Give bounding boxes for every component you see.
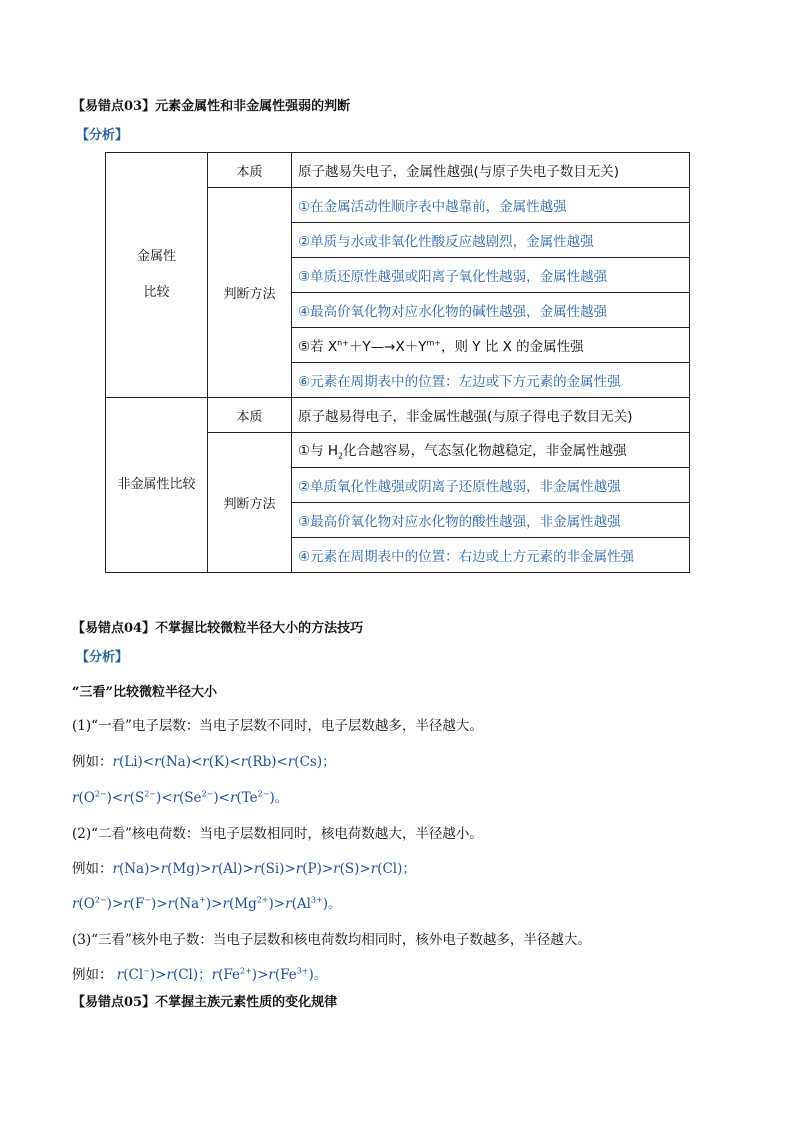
section-03-title: 【易错点03】元素金属性和非金属性强弱的判断 — [72, 99, 351, 114]
analysis-label-03: 【分析】 — [76, 128, 129, 143]
example-1b: $r(O^{2-})<r(S^{2-})<r(Se^{2-})<r(Te^{2-})$。 — [72, 789, 289, 806]
metal-row-label: 金属性 比较 — [106, 153, 208, 398]
nonmetal-essence-label: 本质 — [208, 398, 292, 433]
nonmetal-method-3: ③最高价氧化物对应水化物的酸性越强，非金属性越强 — [292, 503, 690, 538]
metal-method-4: ④最高价氧化物对应水化物的碱性越强，金属性越强 — [292, 293, 690, 328]
metal-method-6: ⑥元素在周期表中的位置：左边或下方元素的金属性强 — [292, 363, 690, 398]
example-2b: $r(O^{2-})>r(F^-)>r(Na^+)>r(Mg^{2+})>r(Al^{3+})$。 — [72, 895, 342, 912]
metal-method-label: 判断方法 — [208, 188, 292, 398]
point-1: (1)“一看”电子层数：当电子层数不同时，电子层数越多，半径越大。 — [72, 718, 483, 734]
analysis-label-04: 【分析】 — [76, 650, 129, 665]
metal-method-1: ①在金属活动性顺序表中越靠前，金属性越强 — [292, 188, 690, 223]
metal-nonmetal-table — [105, 152, 690, 573]
nonmetal-method-label: 判断方法 — [208, 433, 292, 573]
metal-essence-label: 本质 — [208, 153, 292, 188]
nonmetal-row-label: 非金属性比较 — [106, 398, 208, 573]
metal-method-2: ②单质与水或非氧化性酸反应越剧烈，金属性越强 — [292, 223, 690, 258]
point-3: (3)“三看”核外电子数：当电子层数和核电荷数均相同时，核外电子数越多，半径越大。 — [72, 932, 591, 948]
point-2: (2)“二看”核电荷数：当电子层数相同时，核电荷数越大，半径越小。 — [72, 826, 483, 842]
nonmetal-method-2: ②单质氧化性越强或阴离子还原性越弱，非金属性越强 — [292, 468, 690, 503]
section-04-subtitle: “三看”比较微粒半径大小 — [72, 685, 217, 700]
example-2a: 例如：r(Na)>r(Mg)>r(Al)>r(Si)>r(P)>r(S)>r(Cl)； — [72, 861, 416, 877]
section-05-title: 【易错点05】不掌握主族元素性质的变化规律 — [72, 995, 338, 1010]
example-3: 例如： r(Cl−)>r(Cl)；$r(Fe^{2+})>r(Fe^{3+})$。 — [72, 966, 328, 983]
metal-essence-text: 原子越易失电子，金属性越强(与原子失电子数目无关) — [292, 153, 690, 188]
nonmetal-method-1: ①与 $H_2$化合越容易，气态氢化物越稳定，非金属性越强 — [292, 433, 690, 468]
metal-method-3: ③单质还原性越强或阳离子氧化性越弱，金属性越强 — [292, 258, 690, 293]
metal-method-5: ⑤若 $X^{n+}+Y—\to X+Y^{m+}$，则 Y 比 X 的金属性强 — [292, 328, 690, 363]
nonmetal-method-4: ④元素在周期表中的位置：右边或上方元素的非金属性强 — [292, 538, 690, 573]
example-1a: 例如：r(Li)<r(Na)<r(K)<r(Rb)<r(Cs)； — [72, 754, 336, 770]
nonmetal-essence-text: 原子越易得电子，非金属性越强(与原子得电子数目无关) — [292, 398, 690, 433]
section-04-title: 【易错点04】不掌握比较微粒半径大小的方法技巧 — [72, 621, 364, 636]
